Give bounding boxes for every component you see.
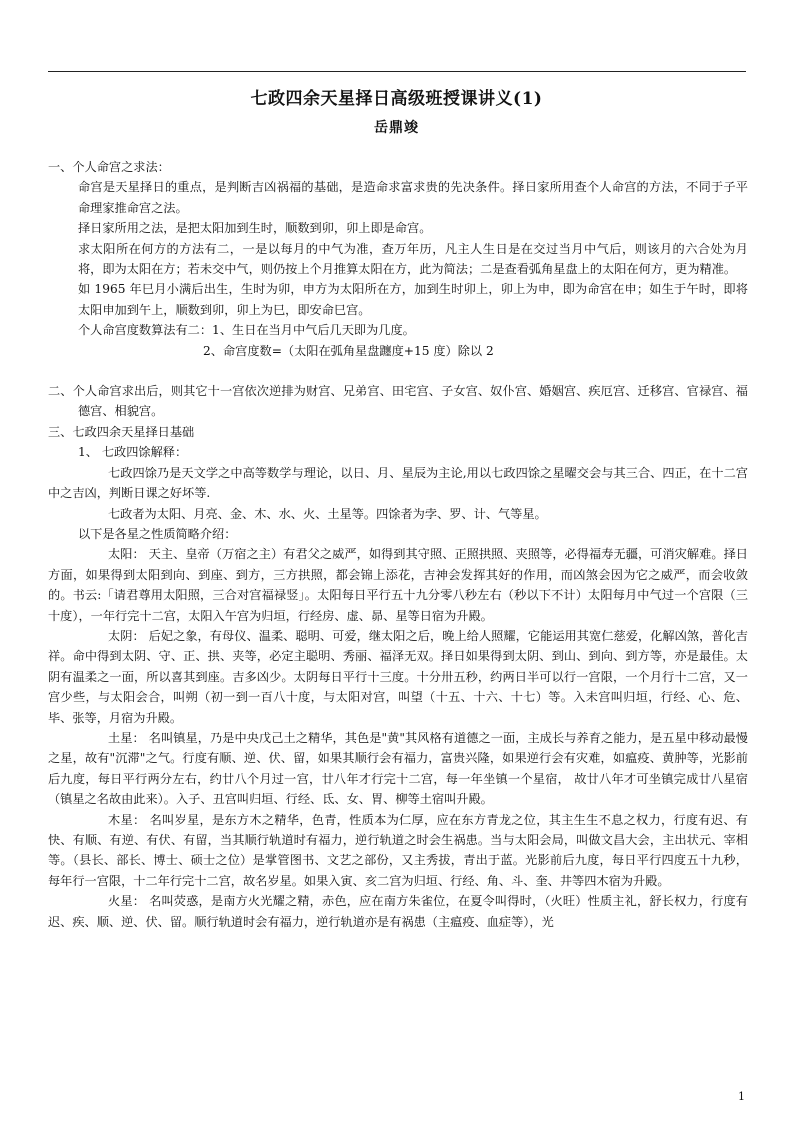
- author-name: 岳鼎竣: [374, 120, 419, 136]
- document-body: [48, 157, 748, 932]
- subsection-heading: 1、 七政四馀解释：: [78, 445, 188, 460]
- star-sun-paragraph: 太阳： 天主、皇帝（万宿之主）有君父之威严，如得到其守照、正照拱照、夹照等，必得福寿无疆，可消灾解难。择日方面，如果得到太阳到向、到座、到方，三方拱照，都会锦上添花，吉神会发挥其好的作用，而凶煞会因为它之威严，而会收敛的。书云:「请君尊用太阳照，三合对宫福禄竖」。太阳每日平行五十九分零八秒左右（秒以下不计）太阳每月中气过一个宫限（三十度），一年行完十二宫，太阳入午宫为归垣，行经房、虚、昴、星等日宿为升殿。: [48, 547, 748, 623]
- paragraph: 求太阳所在何方的方法有二，一是以每月的中气为准，查万年历，凡主人生日是在交过当月中气后，则该月的六合处为月将，即为太阳在方；若未交中气，则仍按上个月推算太阳在方，此为简法；二是查看弧角星盘上的太阳在何方，更为精准。: [78, 241, 748, 277]
- document-title: 七政四余天星择日高级班授课讲义(1): [250, 89, 543, 109]
- formula-line: 2、命宫度数=（太阳在弧角星盘躔度+15 度）除以 2: [203, 343, 494, 358]
- star-moon-paragraph: 太阴： 后妃之象，有母仪、温柔、聪明、可爱，继太阳之后，晚上给人照耀，它能运用其宽仁慈爱，化解凶煞，普化吉祥。命中得到太阴、守、正、拱、夹等，必定主聪明、秀丽、福泽无双。择日如果得到太阴、到山、到向、到方等，亦是最佳。太阴有温柔之一面，所以喜其到座。吉多凶少。太阴每日平行十三度。十分卅五秒，约两日半可以行一宫限，一个月行十二宫，又一宫少些，与太阳会合，叫朔（初一到一百八十度，与太阳对宫，叫望（十五、十六、十七）等。入未宫叫归垣，行经、心、危、毕、张等，月宿为升殿。: [48, 628, 748, 725]
- paragraph: 择日家所用之法，是把太阳加到生时，顺数到卯，卯上即是命宫。: [78, 221, 432, 236]
- page-number: 1: [738, 1090, 745, 1103]
- star-mars-paragraph: 火星： 名叫荧惑，是南方火光耀之精，赤色，应在南方朱雀位，在夏令叫得时，（火旺）性质主礼，舒长权力，行度有迟、疾、顺、逆、伏、留。顺行轨道时会有福力，逆行轨道亦是有祸患（主瘟疫、血症等），光: [48, 894, 748, 929]
- star-jupiter-paragraph: 木星： 名叫岁星，是东方木之精华，色青，性质本为仁厚，应在东方青龙之位，其主生生不息之权力，行度有迟、有快、有顺、有逆、有伏、有留，当其顺行轨道时有福力，逆行轨道之时会生祸患。当与太阳会局，叫做文昌大会，主出状元、宰相等。（县长、部长、博士、硕士之位）是掌管图书、文艺之部份，又主秀拔，青出于蓝。光影前后九度，每日平行四度五十九秒，每年行一宫限，十二年行完十二宫，故名岁星。如果入寅、亥二宫为归垣、行经、角、斗、奎、井等四木宿为升殿。: [48, 812, 748, 888]
- spacer: [48, 361, 748, 381]
- paragraph: 七政者为太阳、月亮、金、木、水、火、土星等。四馀者为孛、罗、计、气等星。: [108, 506, 547, 521]
- paragraph: 七政四馀乃是天文学之中高等数学与理论，以日、月、星辰为主论,用以七政四馀之星曜交会与其三合、四正，在十二宫中之吉凶，判断日课之好坏等.: [48, 465, 748, 501]
- section-1-heading: 一、个人命宫之求法：: [48, 160, 170, 174]
- paragraph: 个人命宫度数算法有二：1、生日在当月中气后几天即为几度。: [78, 323, 415, 338]
- section-3-heading: 三、七政四余天星择日基础: [48, 424, 195, 439]
- star-saturn-paragraph: 土星： 名叫镇星，乃是中央戊己土之精华，其色是"黄"其风格有道德之一面，主成长与养育之能力，是五星中移动最慢之星，故有"沉滞"之气。行度有顺、逆、伏、留，如果其顺行会有福力，富贵兴隆，如果逆行会有灾难，如瘟疫、黄肿等，光影前后九度，每日平行两分左右，约廿八个月过一宫，廿八年才行完十二宫，每一年坐镇一个星宿， 故廿八年才可坐镇完成廿八星宿（镇星之名故由此来）。入子、丑宫叫归垣、行经、氐、女、胃、柳等土宿叫升殿。: [48, 730, 748, 807]
- paragraph: 如 1965 年巳月小满后出生，生时为卯，申方为太阳所在方，加到生时卯上，卯上为申，即为命宫在申；如生于午时，即将太阳申加到午上，顺数到卯，卯上为巳，即安命巳宫。: [78, 282, 748, 317]
- section-2-heading: 二、个人命宫求出后，则其它十一宫依次逆排为财宫、兄弟宫、田宅宫、子女宫、奴仆宫、婚姻宫、疾厄宫、迁移宫、官禄宫、福德宫、相貌宫。: [48, 384, 748, 419]
- paragraph: 以下是各星之性质简略介绍：: [78, 526, 237, 541]
- paragraph: 命宫是天星择日的重点，是判断吉凶祸福的基础，是造命求富求贵的先决条件。择日家所用查个人命宫的方法，不同于子平命理家推命宫之法。: [78, 180, 748, 215]
- header-rule: [48, 71, 746, 72]
